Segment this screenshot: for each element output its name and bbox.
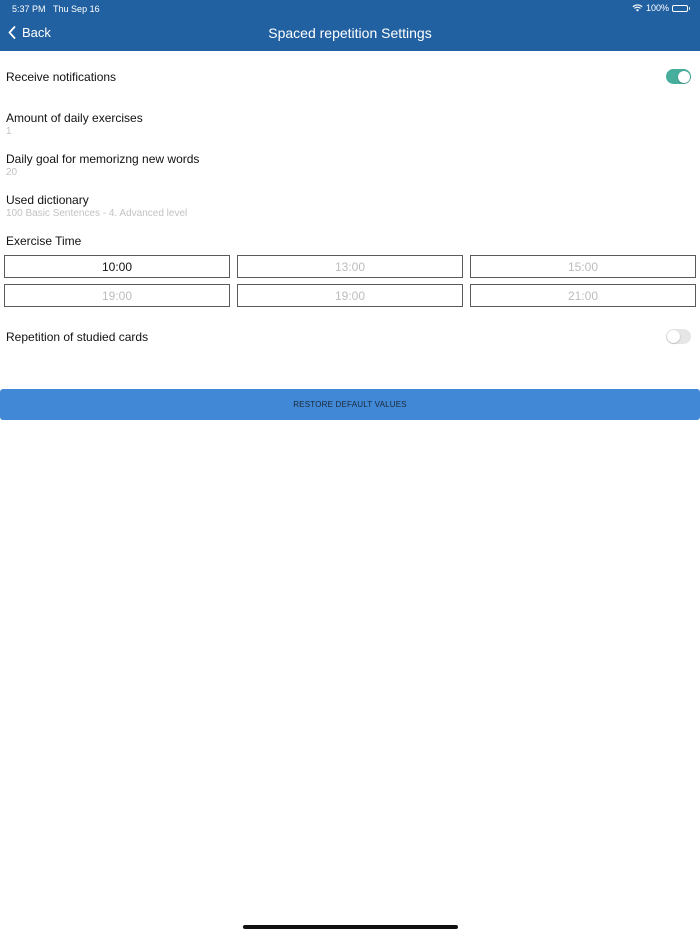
daily-goal-setting[interactable] (6, 152, 199, 178)
daily-goal-label: Daily goal for memorizng new words (6, 152, 200, 166)
exercise-time-label: Exercise Time (6, 234, 82, 248)
dictionary-value: 100 Basic Sentences - 4. Advanced level (6, 208, 188, 219)
status-bar (0, 0, 700, 17)
clock-date: Thu Sep 16 (53, 4, 100, 14)
time-slot-2[interactable]: 13:00 (237, 255, 463, 278)
time-slot-6[interactable]: 21:00 (470, 284, 696, 307)
daily-exercises-label: Amount of daily exercises (6, 111, 143, 125)
daily-goal-value: 20 (6, 167, 18, 178)
home-indicator[interactable] (243, 925, 458, 929)
dictionary-label: Used dictionary (6, 193, 89, 207)
toggle-knob (678, 71, 690, 83)
time-slot-3[interactable]: 15:00 (470, 255, 696, 278)
status-right (632, 3, 688, 13)
battery-percent: 100% (645, 3, 669, 13)
nav-bar (0, 0, 700, 51)
repetition-studied-label: Repetition of studied cards (6, 330, 149, 344)
battery-icon (672, 5, 688, 12)
daily-exercises-value: 1 (6, 126, 12, 137)
page-title: Spaced repetition Settings (268, 25, 432, 41)
repetition-studied-toggle[interactable] (666, 329, 691, 344)
daily-exercises-setting[interactable] (6, 111, 143, 137)
dictionary-setting[interactable] (6, 193, 187, 219)
time-slot-1[interactable]: 10:00 (4, 255, 230, 278)
restore-defaults-button[interactable]: RESTORE DEFAULT VALUES (0, 389, 700, 420)
receive-notifications-label: Receive notifications (6, 70, 117, 84)
receive-notifications-toggle[interactable] (666, 69, 691, 84)
time-slot-4[interactable]: 19:00 (4, 284, 230, 307)
back-label: Back (22, 25, 51, 40)
status-time (12, 4, 100, 14)
wifi-icon (632, 4, 643, 12)
toggle-knob (667, 330, 680, 343)
time-slot-5[interactable]: 19:00 (237, 284, 463, 307)
clock-time: 5:37 PM (12, 4, 46, 14)
